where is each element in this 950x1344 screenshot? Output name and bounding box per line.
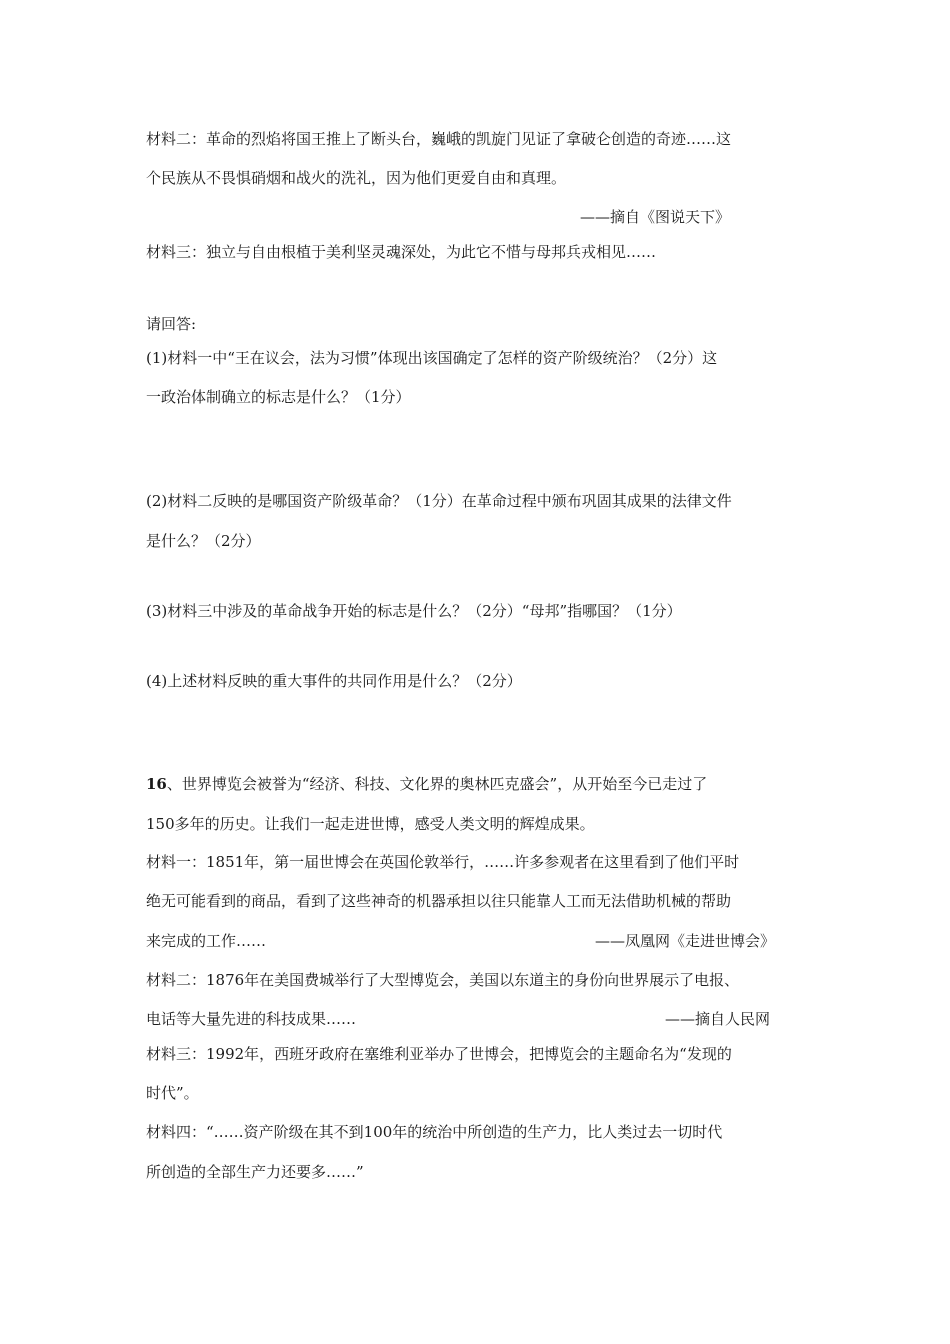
q16-material-1-line-2: 绝无可能看到的商品，看到了这些神奇的机器承担以往只能靠人工而无法借助机械的帮助 <box>146 892 732 910</box>
q16-material-4-line-2: 所创造的全部生产力还要多……” <box>146 1163 364 1181</box>
question-2-line-2: 是什么？（2分） <box>146 532 261 550</box>
question-1-line-1: (1)材料一中“王在议会，法为习惯”体现出该国确定了怎样的资产阶级统治？（2分）这 <box>146 349 718 367</box>
q16-material-1-line-3: 来完成的工作…… <box>146 932 267 950</box>
question-16-intro-line-1: 16、世界博览会被誉为“经济、科技、文化界的奥林匹克盛会”，从开始至今已走过了 <box>146 775 708 793</box>
q16-material-3-line-2: 时代”。 <box>146 1084 199 1102</box>
q16-material-2-source: ——摘自人民网 <box>665 1010 771 1028</box>
material-2-source: ——摘自《图说天下》 <box>580 208 731 226</box>
question-1-line-2: 一政治体制确立的标志是什么？（1分） <box>146 388 411 406</box>
question-16-intro-line-2: 150多年的历史。让我们一起走进世博，感受人类文明的辉煌成果。 <box>146 815 595 833</box>
q16-material-1-line-1: 材料一：1851年，第一届世博会在英国伦敦举行，……许多参观者在这里看到了他们平时 <box>146 853 740 871</box>
material-2-line-2: 个民族从不畏惧硝烟和战火的洗礼，因为他们更爱自由和真理。 <box>146 169 567 187</box>
q16-material-2-line-2: 电话等大量先进的科技成果…… <box>146 1010 357 1028</box>
material-3-line-1: 材料三：独立与自由根植于美利坚灵魂深处，为此它不惜与母邦兵戎相见…… <box>146 243 657 261</box>
question-3: (3)材料三中涉及的革命战争开始的标志是什么？（2分）“母邦”指哪国？（1分） <box>146 602 682 620</box>
question-2-line-1: (2)材料二反映的是哪国资产阶级革命？（1分）在革命过程中颁布巩固其成果的法律文件 <box>146 492 732 510</box>
question-4: (4)上述材料反映的重大事件的共同作用是什么？（2分） <box>146 672 522 690</box>
answer-prompt: 请回答: <box>146 315 197 333</box>
material-2-line-1: 材料二：革命的烈焰将国王推上了断头台，巍峨的凯旋门见证了拿破仑创造的奇迹……这 <box>146 130 732 148</box>
q16-material-2-line-1: 材料二：1876年在美国费城举行了大型博览会，美国以东道主的身份向世界展示了电报、 <box>146 971 740 989</box>
question-number: 16 <box>146 775 167 793</box>
q16-material-3-line-1: 材料三：1992年，西班牙政府在塞维利亚举办了世博会，把博览会的主题命名为“发现的 <box>146 1045 732 1063</box>
q16-material-4-line-1: 材料四：“……资产阶级在其不到100年的统治中所创造的生产力，比人类过去一切时代 <box>146 1123 723 1141</box>
q16-material-1-source: ——凤凰网《走进世博会》 <box>595 932 776 950</box>
